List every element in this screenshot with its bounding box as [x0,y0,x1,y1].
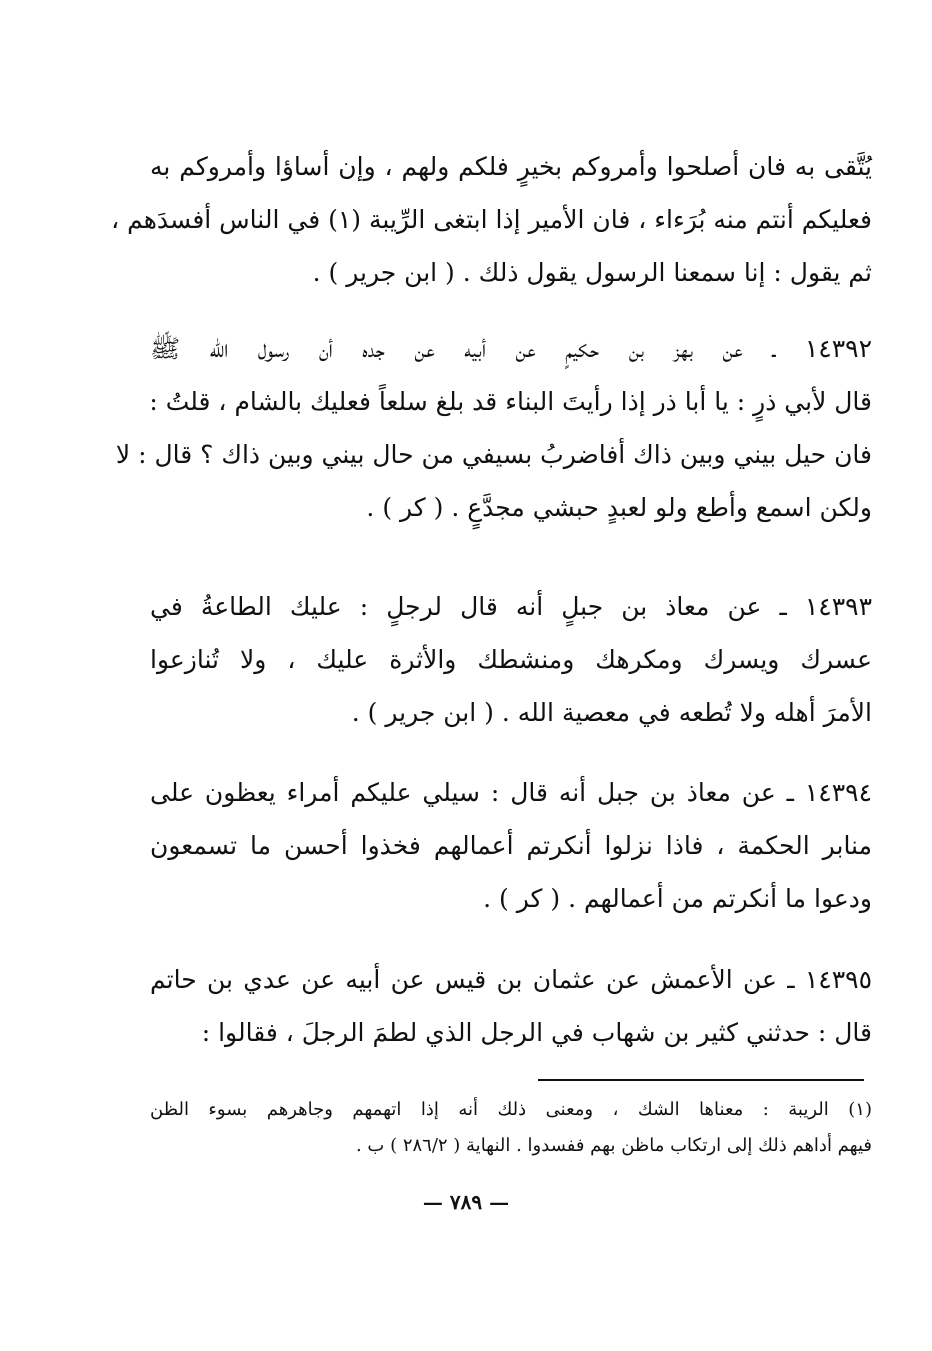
text-line: ١٤٣٩٣ ـ عن معاذ بن جبلٍ أنه قال لرجلٍ : عليك الطاعةُ في [150,592,872,621]
footnote-line: فيهم أداهم ذلك إلى ارتكاب ماظن بهم ففسدوا . النهاية ( ٢٨٦/٢ ) ب . [355,1135,872,1156]
footnote [150,1092,872,1164]
text-line: عسرك ويسرك ومكرهك ومنشطك والأثرة عليك ، ولا تُنازعوا [150,645,872,674]
text-line: ١٤٣٩٤ ـ عن معاذ بن جبل أنه قال : سيلي عليكم أمراء يعظون على [150,778,872,807]
text-line: ثم يقول : إنا سمعنا الرسول يقول ذلك . ( ابن جرير ) . [312,258,872,287]
text-line: ١٤٣٩٢ ـ عن بهز بن حكيمٍ عن أبيه عن جده أن رسول الله ﷺ [150,334,872,363]
text-line: منابر الحكمة ، فاذا نزلوا أنكرتم أعمالهم فخذوا أحسن ما تسمعون [150,831,872,860]
hadith-14392 [115,322,872,534]
text-line: الأمرَ أهله ولا تُطعه في معصية الله . ( ابن جرير ) . [351,698,872,727]
text-line: قال لأبي ذرٍ : يا أبا ذر إذا رأيتَ البناء قد بلغ سلعاً فعليك بالشام ، قلتُ : [149,387,872,416]
text-line: ١٤٣٩٥ ـ عن الأعمش عن عثمان بن قيس عن أبيه عن عدي بن حاتم [150,965,872,994]
hadith-14394 [150,766,872,925]
text-line: قال : حدثني كثير بن شهاب في الرجل الذي لطمَ الرجلَ ، فقالوا : [201,1018,872,1047]
text-line: فعليكم أنتم منه بُرَءاء ، فان الأمير إذا ابتغى الرِّيبة (١) في الناس أفسدَهم ، [111,205,872,234]
text-line: ولكن اسمع وأطع ولو لعبدٍ حبشي مجدَّعٍ . ( كر ) . [366,493,872,522]
paragraph-continuation [111,140,872,299]
text-line: يُتَّقى به فان أصلحوا وأمروكم بخيرٍ فلكم ولهم ، وإن أساؤا وأمروكم به [150,152,872,181]
hadith-14395 [150,953,872,1059]
footnote-line: (١) الريبة : معناها الشك ، ومعنى ذلك أنه إذا اتهمهم وجاهرهم بسوء الظن [150,1099,872,1120]
page-number: — ٧٨٩ — [422,1190,510,1214]
text-line: فان حيل بيني وبين ذاك أفاضربُ بسيفي من حال بيني وبين ذاك ؟ قال : لا [115,440,872,469]
text-line: ودعوا ما أنكرتم من أعمالهم . ( كر ) . [483,884,872,913]
hadith-14393 [150,580,872,739]
footnote-divider [538,1079,864,1081]
